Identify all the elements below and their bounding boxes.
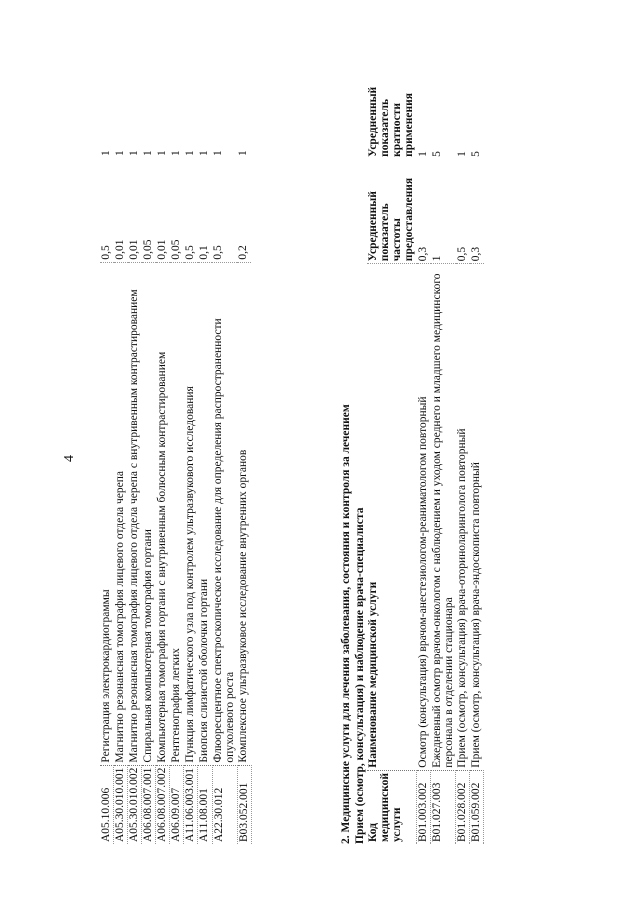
table-row <box>128 45 142 845</box>
frequency-value: 0,1 <box>197 245 210 260</box>
service-name: Осмотр (консультация) врачом-анестезиологом-реаниматологом повторный <box>417 264 431 771</box>
header-frequency: Усредненный показатель частоты предоставления <box>367 177 416 262</box>
service-code: B01.027.003 <box>431 770 456 844</box>
service-code: B01.003.002 <box>417 770 431 844</box>
table-row <box>114 45 128 845</box>
table-row <box>431 45 456 845</box>
multiplicity-value: 1 <box>212 150 224 156</box>
service-name: Регистрация электрокардиограммы <box>100 262 114 765</box>
frequency-value: 0,5 <box>212 245 224 260</box>
service-code: A05.30.010.002 <box>128 765 142 844</box>
multiplicity-value: 1 <box>416 151 429 157</box>
service-name: Магнитно резонансная томография лицевого отдела черепа с внутривенным контрастированием <box>128 262 142 765</box>
services-table-section-2 <box>340 44 484 844</box>
table-row <box>170 45 184 845</box>
frequency-value: 0,01 <box>127 239 140 260</box>
header-code: Код медицинской услуги <box>367 770 416 844</box>
section-subtitle: Прием (осмотр, консультация) и наблюдение врача-специалиста <box>353 507 366 844</box>
frequency-value: 0,01 <box>155 239 168 260</box>
page-number: 4 <box>62 455 77 462</box>
service-code: A05.10.006 <box>100 765 114 844</box>
services-table-body <box>100 45 251 845</box>
service-code: A22.30.012 <box>212 765 237 844</box>
header-name: Наименование медицинской услуги <box>367 264 416 771</box>
frequency-value: 1 <box>430 255 443 262</box>
frequency-value: 0,3 <box>469 246 482 262</box>
service-name: Рентгенография легких <box>170 262 184 765</box>
table-row <box>156 45 170 845</box>
service-name: Спиральная компьютерная томография гортани <box>142 262 156 765</box>
multiplicity-value: 1 <box>183 150 196 156</box>
consultation-table <box>367 44 484 844</box>
frequency-value: 0,01 <box>113 239 126 260</box>
service-code: A11.06.003.001 <box>184 765 198 844</box>
table-row <box>237 45 251 845</box>
service-name: Ежедневный осмотр врачом-онкологом с наблюдением и уходом среднего и младшего медицинского персонала в отделении стационара <box>431 264 456 771</box>
table-row <box>100 45 114 845</box>
frequency-value: 0,5 <box>100 245 112 260</box>
table-row <box>212 45 237 845</box>
multiplicity-value: 1 <box>113 150 126 156</box>
frequency-value: 0,3 <box>416 246 429 262</box>
service-name: Компьютерная томография гортани с внутривенным болюсным контрастированием <box>156 262 170 765</box>
frequency-value: 0,2 <box>237 245 250 260</box>
frequency-value: 0,05 <box>169 239 182 260</box>
services-table <box>100 44 252 844</box>
multiplicity-value: 1 <box>141 150 154 156</box>
frequency-value: 0,05 <box>141 239 154 260</box>
service-code: A06.08.007.001 <box>142 765 156 844</box>
service-code: B03.052.001 <box>237 765 251 844</box>
multiplicity-value: 1 <box>197 150 210 156</box>
multiplicity-value: 1 <box>455 151 468 157</box>
document-page <box>40 32 600 872</box>
table-row <box>456 45 470 845</box>
consultation-table-body <box>417 45 484 845</box>
services-table-section-1 <box>100 44 252 844</box>
multiplicity-value: 1 <box>237 150 250 156</box>
service-name: Пункция лимфатического узла под контролем ультразвукового исследования <box>184 262 198 765</box>
service-code: A06.09.007 <box>170 765 184 844</box>
service-code: A06.08.007.002 <box>156 765 170 844</box>
multiplicity-value: 5 <box>469 151 482 157</box>
service-code: A11.08.001 <box>198 765 212 844</box>
service-name: Комплексное ультразвуковое исследование внутренних органов <box>237 262 251 765</box>
table-row <box>417 45 431 845</box>
table-row <box>184 45 198 845</box>
section-title: 2. Медицинские услуги для лечения заболевания, состояния и контроля за лечением <box>340 404 352 844</box>
table-row <box>142 45 156 845</box>
multiplicity-value: 1 <box>155 150 168 156</box>
service-name: Прием (осмотр, консультация) врача-эндоскописта повторный <box>470 264 484 771</box>
service-name: Прием (осмотр, консультация) врача-оториноларинголога повторный <box>456 264 470 771</box>
multiplicity-value: 1 <box>127 150 140 156</box>
service-name: Биопсия слизистой оболочки гортани <box>198 262 212 765</box>
multiplicity-value: 1 <box>100 150 112 156</box>
frequency-value: 0,5 <box>455 246 468 262</box>
service-code: B01.028.002 <box>456 770 470 844</box>
service-name: Флюоресцентное спектроскопическое исследование для определения распространенности опухолевого роста <box>212 262 237 765</box>
service-code: A05.30.010.001 <box>114 765 128 844</box>
table-row <box>470 45 484 845</box>
frequency-value: 0,5 <box>183 245 196 260</box>
multiplicity-value: 5 <box>430 151 443 157</box>
service-code: B01.059.002 <box>470 770 484 844</box>
table-row <box>198 45 212 845</box>
header-multiplicity: Усредненный показатель кратности применения <box>367 86 416 157</box>
multiplicity-value: 1 <box>169 150 182 156</box>
service-name: Магнитно резонансная томография лицевого отдела черепа <box>114 262 128 765</box>
table-header-row <box>367 45 416 845</box>
